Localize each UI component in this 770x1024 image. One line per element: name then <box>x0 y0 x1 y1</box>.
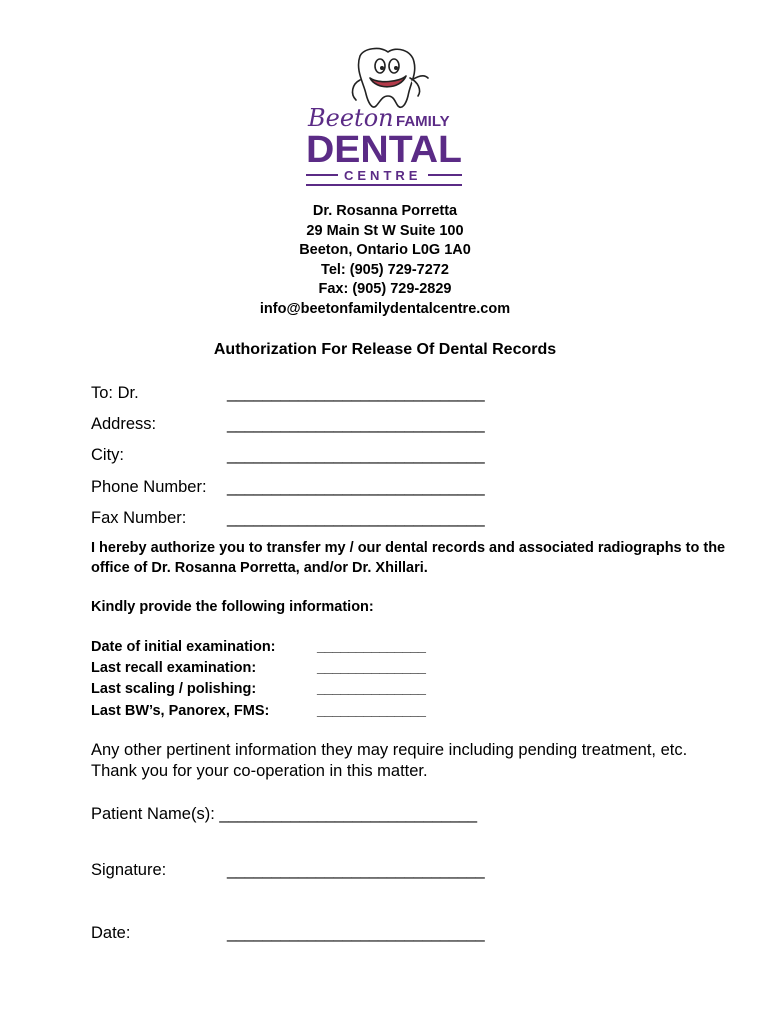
letterhead <box>0 202 770 320</box>
field-label: Address: <box>91 415 157 433</box>
email: info@beetonfamilydentalcentre.com <box>259 300 511 317</box>
brand-script-text: Beeton <box>308 104 394 132</box>
patient-name-field <box>91 804 477 824</box>
field-label: Last recall examination: <box>91 660 257 676</box>
fill-in-line[interactable]: _____________________________ <box>219 805 477 823</box>
fill-in-line[interactable]: _____________________________ <box>227 384 485 402</box>
fill-in-line[interactable]: ______________ <box>317 660 426 676</box>
field-label: Last scaling / polishing: <box>91 681 257 697</box>
field-label: City: <box>91 446 124 464</box>
brand-dental-text: DENTAL <box>306 129 462 171</box>
doctor-name: Dr. Rosanna Porretta <box>312 203 458 219</box>
form-title: Authorization For Release Of Dental Records <box>213 341 557 358</box>
field-label: Signature: <box>91 861 167 879</box>
fax: Fax: (905) 729-2829 <box>318 281 452 298</box>
fill-in-line[interactable]: _____________________________ <box>227 861 485 879</box>
field-label: Fax Number: <box>91 509 187 527</box>
field-label: To: Dr. <box>91 384 139 402</box>
field-label: Last BW’s, Panorex, FMS: <box>91 703 270 719</box>
field-label: Patient Name(s): <box>91 805 215 823</box>
fill-in-line[interactable]: _____________________________ <box>227 446 485 464</box>
authorization-statement: I hereby authorize you to transfer my / our dental records and associated radiographs to the office of Dr. Rosanna Porretta, and/or Dr. Xhillari. <box>91 540 726 576</box>
smiling-tooth-mascot-icon <box>300 44 468 186</box>
fill-in-line[interactable]: _____________________________ <box>227 415 485 433</box>
fill-in-line[interactable]: ______________ <box>317 639 426 655</box>
telephone: Tel: (905) 729-7272 <box>321 261 449 278</box>
pertinent-info-text: Any other pertinent information they may require including pending treatment, etc. Thank you for your co-operation in this matter. <box>91 741 688 780</box>
brand-family-text: FAMILY <box>396 113 450 130</box>
fill-in-line[interactable]: _____________________________ <box>227 478 485 496</box>
field-label: Phone Number: <box>91 478 207 496</box>
fill-in-line[interactable]: ______________ <box>317 681 426 697</box>
dental-centre-logo <box>300 44 468 186</box>
fill-in-line[interactable]: _____________________________ <box>227 509 485 527</box>
fill-in-line[interactable]: ______________ <box>317 703 426 719</box>
field-label: Date of initial examination: <box>91 639 276 655</box>
brand-centre-text: CENTRE <box>344 168 422 183</box>
field-label: Date: <box>91 924 131 942</box>
street-address: 29 Main St W Suite 100 <box>306 222 464 239</box>
city-address: Beeton, Ontario L0G 1A0 <box>299 242 471 259</box>
kindly-provide-heading: Kindly provide the following information: <box>91 599 374 615</box>
fill-in-line[interactable]: _____________________________ <box>227 924 485 942</box>
